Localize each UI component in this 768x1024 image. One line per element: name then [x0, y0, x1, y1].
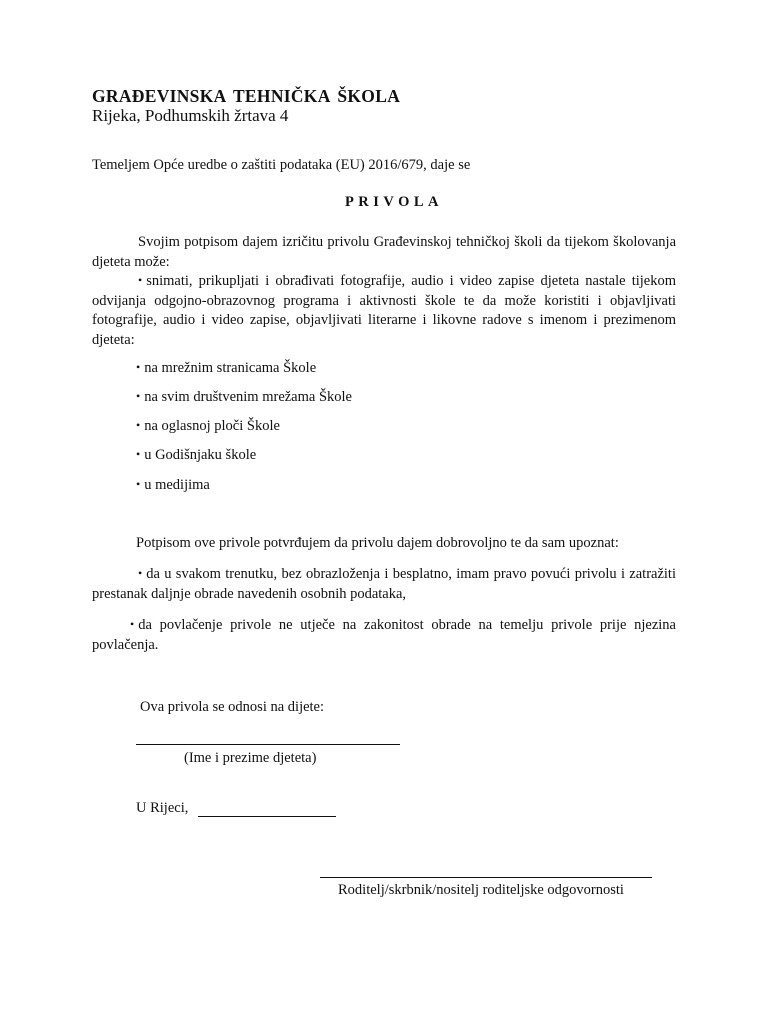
list-item — [136, 477, 210, 494]
list-item-text: u Godišnjaku škole — [144, 447, 257, 463]
list-item — [136, 418, 280, 435]
child-reference-text: Ova privola se odnosi na dijete: — [140, 699, 325, 715]
list-item-text: na mrežnim stranicama Škole — [144, 360, 317, 376]
consent-scope-text: snimati, prikupljati i obrađivati fotografije, audio i video zapise djeteta nastale tijekom odvijanja odgojno-obrazovnog programa i aktivnosti škole te da može koristiti i objavljivati fotografije, audio i video zapise, objavljivati literarne i likovne radove s imenom i prezimenom djeteta: — [92, 273, 676, 348]
signature-line[interactable] — [320, 877, 652, 878]
consent-paragraph: Svojim potpisom dajem izričitu privolu Građevinskoj tehničkoj školi da tijekom školovanja djeteta može: — [92, 234, 676, 270]
bullet-icon: • — [130, 617, 135, 631]
signature-caption: Roditelj/skrbnik/nositelj roditeljske odgovornosti — [338, 882, 624, 898]
list-item-text: na svim društvenim mrežama Škole — [144, 389, 352, 405]
list-item — [136, 447, 256, 464]
bullet-icon: • — [136, 389, 141, 403]
bullet-icon: • — [136, 447, 141, 461]
withdrawal-effect-text: da povlačenje privole ne utječe na zakonitost obrade na temelju privole prije njezina povlačenja. — [92, 617, 676, 653]
child-name-caption: (Ime i prezime djeteta) — [184, 750, 317, 766]
list-item-text: na oglasnoj ploči Škole — [144, 418, 280, 434]
intro-text: Temeljem Opće uredbe o zaštiti podataka (EU) 2016/679, daje se — [92, 157, 471, 173]
child-name-line[interactable] — [136, 744, 400, 745]
bullet-icon: • — [136, 477, 141, 491]
school-name: GRAĐEVINSKA TEHNIČKA ŠKOLA — [92, 86, 401, 106]
consent-scope-paragraph — [92, 272, 676, 350]
bullet-icon: • — [136, 360, 141, 374]
document-title: PRIVOLA — [344, 194, 444, 210]
school-address: Rijeka, Podhumskih žrtava 4 — [92, 106, 289, 125]
list-item — [136, 389, 352, 406]
date-line[interactable] — [198, 816, 336, 817]
bullet-icon: • — [136, 418, 141, 432]
bullet-icon: • — [138, 273, 143, 287]
withdrawal-effect-paragraph — [92, 616, 676, 655]
list-item — [136, 360, 316, 377]
withdrawal-right-text: da u svakom trenutku, bez obrazloženja i besplatno, imam pravo povući privolu i zatražiti prestanak daljnje obrade navedenih osobnih podataka, — [92, 566, 676, 602]
place-label: U Rijeci, — [136, 800, 189, 816]
withdrawal-right-paragraph — [92, 565, 676, 604]
acknowledgement-intro: Potpisom ove privole potvrđujem da privolu dajem dobrovoljno te da sam upoznat: — [136, 535, 619, 551]
bullet-icon: • — [138, 566, 143, 580]
list-item-text: u medijima — [144, 477, 210, 493]
